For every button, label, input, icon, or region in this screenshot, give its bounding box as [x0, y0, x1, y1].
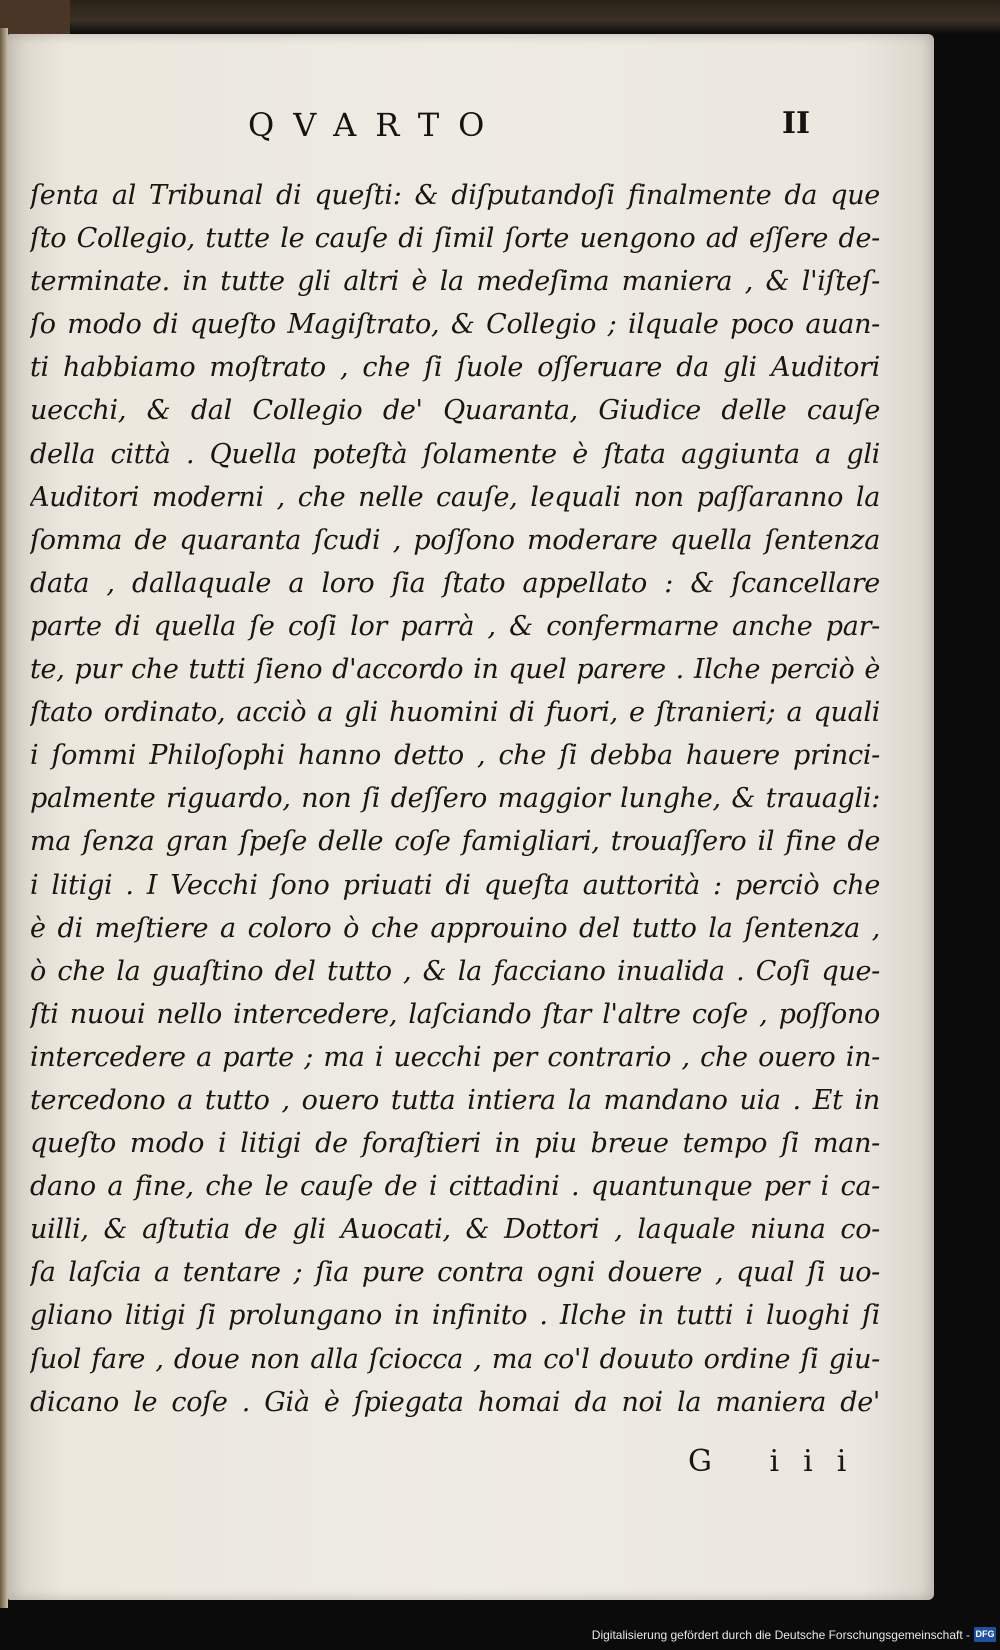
text-line: ſomma de quaranta ſcudi , poſſono moderare quella ſentenza: [30, 524, 880, 556]
text-line: Auditori moderni , che nelle cauſe, lequali non paſſaranno la: [30, 481, 880, 513]
text-line: palmente riguardo, non ſi deſſero maggior lunghe, & trauagli:: [30, 783, 880, 815]
page-gutter: [0, 28, 8, 1608]
text-line: dano a fine, che le cauſe de i cittadini . quantunque per i ca-: [30, 1171, 880, 1203]
text-line: ma ſenza gran ſpeſe delle coſe famigliari, trouaſſero il fine de: [30, 826, 880, 858]
text-line: uilli, & aſtutia de gli Auocati, & Dottori , laquale niuna co-: [30, 1214, 880, 1246]
signature-mark: G iii: [688, 1444, 871, 1479]
text-line: è di meſtiere a coloro ò che approuino del tutto la ſentenza ,: [30, 912, 880, 944]
text-line: ſti nuoui nello intercedere, laſciando ſtar l'altre coſe , poſſono: [30, 998, 880, 1030]
text-line: ti habbiamo moſtrato , che ſi ſuole oſſeruare da gli Auditori: [30, 352, 880, 384]
text-line: gliano litigi ſi prolungano in infinito . Ilche in tutti i luoghi ſi: [30, 1300, 880, 1332]
text-line: ſtato ordinato, acciò a gli huomini di fuori, e ſtranieri; a quali: [30, 697, 880, 729]
text-line: queſto modo i litigi de foraſtieri in piu breue tempo ſi man-: [30, 1128, 880, 1160]
text-line: parte di quella ſe coſi lor parrà , & confermarne anche par-: [30, 610, 880, 642]
text-line: i litigi . I Vecchi ſono priuati di queſta auttorità : perciò che: [30, 869, 880, 901]
text-line: ò che la guaſtino del tutto , & la facciano inualida . Coſi que-: [30, 955, 880, 987]
book-top-edge: [0, 0, 1000, 34]
text-line: data , dallaquale a loro ſia ſtato appellato : & ſcancellare: [30, 567, 880, 599]
running-head: QVARTO: [248, 106, 504, 144]
dfg-logo-icon: DFG: [974, 1627, 996, 1642]
text-line: tercedono a tutto , ouero tutta intiera la mandano uia . Et in: [30, 1084, 880, 1116]
text-line: della città . Quella poteſtà ſolamente è ſtata aggiunta a gli: [30, 438, 880, 470]
body-text: [30, 174, 880, 1424]
book-page: [8, 34, 934, 1600]
funding-credit: Digitalisierung gefördert durch die Deutsche Forschungsgemeinschaft -: [591, 1628, 970, 1642]
text-line: dicano le coſe . Già è ſpiegata homai da noi la maniera de': [30, 1386, 880, 1418]
text-line: ſo modo di queſto Magiſtrato, & Collegio ; ilquale poco auan-: [30, 309, 880, 341]
page-number: II: [782, 106, 811, 141]
text-line: ſenta al Tribunal di queſti: & diſputandoſi finalmente da que: [30, 180, 880, 211]
text-line: ſuol fare , doue non alla ſciocca , ma co'l douuto ordine ſi giu-: [30, 1343, 880, 1375]
digitization-footer: [0, 1622, 1000, 1650]
text-line: terminate. in tutte gli altri è la medeſima maniera , & l'iſteſ-: [30, 266, 880, 298]
text-line: ſto Collegio, tutte le cauſe di ſimil ſorte uengono ad eſſere de-: [30, 223, 880, 255]
text-line: i ſommi Philoſophi hanno detto , che ſi debba hauere princi-: [30, 740, 880, 772]
text-line: intercedere a parte ; ma i uecchi per contrario , che ouero in-: [30, 1041, 880, 1073]
text-line: uecchi, & dal Collegio de' Quaranta, Giudice delle cauſe: [30, 395, 880, 427]
text-line: ſa laſcia a tentare ; ſia pure contra ogni douere , qual ſi uo-: [30, 1257, 880, 1289]
text-line: te, pur che tutti ſieno d'accordo in quel parere . Ilche perciò è: [30, 654, 880, 686]
